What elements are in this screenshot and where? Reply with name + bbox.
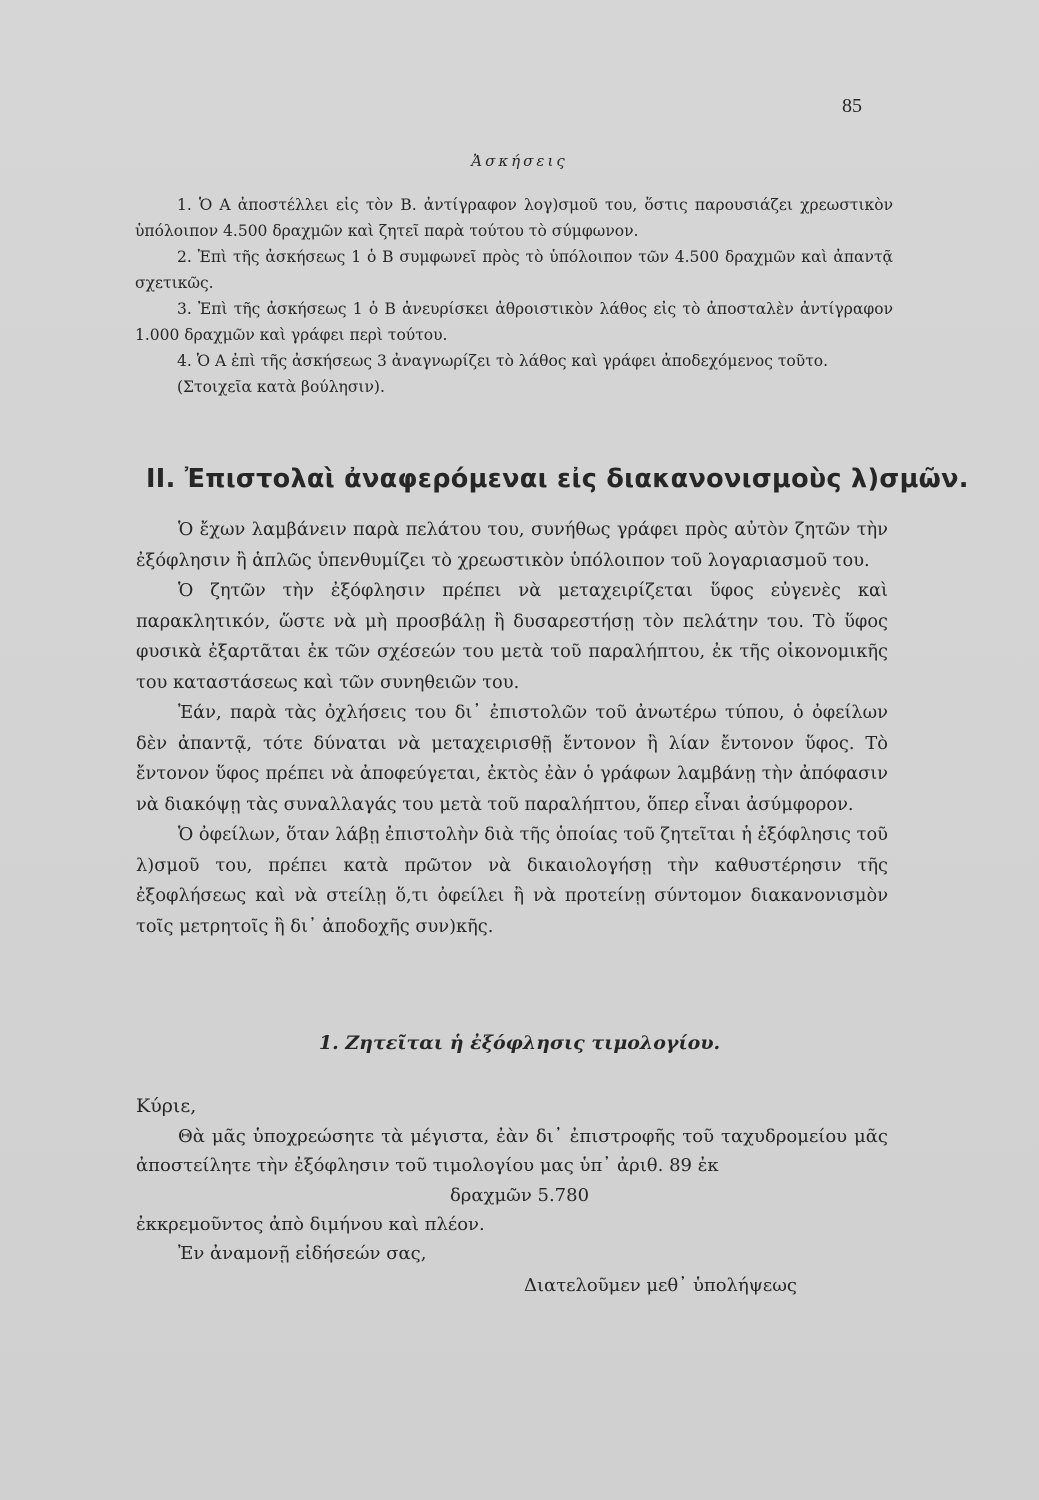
exercise-note: (Στοιχεῖα κατὰ βούλησιν). [177, 378, 385, 396]
letter-awaiting: Ἐν ἀναμονῇ εἰδήσεών σας, [178, 1243, 427, 1264]
letter-amount: δραχμῶν 5.780 [449, 1185, 590, 1206]
exercise-item: 2. Ἐπὶ τῆς ἀσκήσεως 1 ὁ Β συμφωνεῖ πρὸς τὸ ὑπόλοιπον τῶν 4.500 δραχμῶν καὶ ἀπαντᾷ σχετικῶς. [135, 248, 893, 292]
exercise-item: 4. Ὁ Α ἐπὶ τῆς ἀσκήσεως 3 ἀναγνωρίζει τὸ λάθος καὶ γράφει ἀποδεχόμενος τοῦτο. [177, 352, 829, 370]
page-number: 85 [842, 95, 862, 117]
letter-body [136, 1122, 888, 1180]
section-heading: II. Ἐπιστολαὶ ἀναφερόμεναι εἰς διακανονισμοὺς λ)σμῶν. [146, 464, 969, 494]
exercises-title: Ἀσκήσεις [471, 152, 568, 170]
exercises-list [135, 192, 893, 400]
letter-pending: ἐκκρεμοῦντος ἀπὸ διμήνου καὶ πλέον. [136, 1214, 485, 1235]
exercise-item: 1. Ὁ Α ἀποστέλλει εἰς τὸν Β. ἀντίγραφον λογ)σμοῦ του, ὅστις παρουσιάζει χρεωστικὸν ὑπόλοιπον 4.500 δραχμῶν καὶ ζητεῖ παρὰ τούτου τὸ σύμφωνον. [135, 196, 893, 240]
letter-body-text: Θὰ μᾶς ὑποχρεώσητε τὰ μέγιστα, ἐὰν δι᾽ ἐπιστροφῆς τοῦ ταχυδρομείου μᾶς ἀποστείλητε τὴν ἐξόφλησιν τοῦ τιμολογίου μας ὑπ᾽ ἀριθ. 89 ἐκ [136, 1126, 888, 1176]
body-paragraph: Ὁ ἔχων λαμβάνειν παρὰ πελάτου του, συνήθως γράφει πρὸς αὐτὸν ζητῶν τὴν ἐξόφλησιν ἢ ἁπλῶς ὑπενθυμίζει τὸ χρεωστικὸν ὑπόλοιπον τοῦ λογαριασμοῦ του. [136, 519, 888, 571]
letter-title: 1. Ζητεῖται ἡ ἐξόφλησις τιμολογίου. [318, 1032, 721, 1054]
letter-closing: Διατελοῦμεν μεθ᾽ ὑπολήψεως [524, 1275, 797, 1296]
body-paragraph: Ὁ ζητῶν τὴν ἐξόφλησιν πρέπει νὰ μεταχειρίζεται ὕφος εὐγενὲς καὶ παρακλητικόν, ὥστε νὰ μὴ προσβάλῃ ἢ δυσαρεστήσῃ τὸν πελάτην του. Τὸ ὕφος φυσικὰ ἐξαρτᾶται ἐκ τῶν σχέσεών του μετὰ τοῦ παραλήπτου, ἐκ τῆς οἰκονομικῆς του καταστάσεως καὶ τῶν συνηθειῶν του. [136, 580, 888, 693]
section-body [136, 515, 888, 942]
body-paragraph: Ἐάν, παρὰ τὰς ὀχλήσεις του δι᾽ ἐπιστολῶν τοῦ ἀνωτέρω τύπου, ὁ ὀφείλων δὲν ἀπαντᾷ, τότε δύναται νὰ μεταχειρισθῇ ἔντονον ἢ λίαν ἔντονον ὕφος. Τὸ ἔντονον ὕφος πρέπει νὰ ἀποφεύγεται, ἐκτὸς ἐὰν ὁ γράφων λαμβάνῃ τὴν ἀπόφασιν νὰ διακόψῃ τὰς συναλλαγάς του μετὰ τοῦ παραλήπτου, ὅπερ εἶναι ἀσύμφορον. [136, 702, 888, 815]
exercise-item: 3. Ἐπὶ τῆς ἀσκήσεως 1 ὁ Β ἀνευρίσκει ἀθροιστικὸν λάθος εἰς τὸ ἀποσταλὲν ἀντίγραφον 1.000 δραχμῶν καὶ γράφει περὶ τούτου. [135, 300, 893, 344]
body-paragraph: Ὁ ὀφείλων, ὅταν λάβῃ ἐπιστολὴν διὰ τῆς ὁποίας τοῦ ζητεῖται ἡ ἐξόφλησις τοῦ λ)σμοῦ του, πρέπει κατὰ πρῶτον νὰ δικαιολογήσῃ τὴν καθυστέρησιν τῆς ἐξοφλήσεως καὶ νὰ στείλῃ ὅ,τι ὀφείλει ἢ νὰ προτείνῃ σύντομον διακανονισμὸν τοῖς μετρητοῖς ἢ δι᾽ ἀποδοχῆς συν)κῆς. [136, 824, 888, 937]
letter-salutation: Κύριε, [136, 1095, 197, 1117]
